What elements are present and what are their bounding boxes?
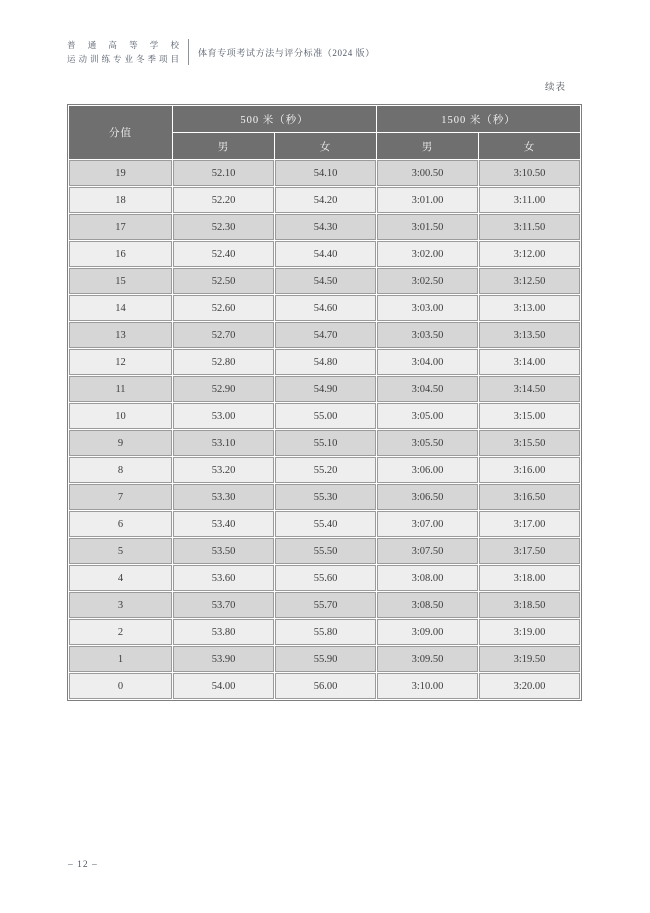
cell-500m-female: 54.70 [275,322,376,348]
cell-500m-male: 52.80 [173,349,274,375]
cell-500m-male: 53.30 [173,484,274,510]
cell-1500m-female: 3:16.50 [479,484,580,510]
cell-1500m-female: 3:17.00 [479,511,580,537]
score-table-body [69,160,580,699]
cell-1500m-male: 3:02.00 [377,241,478,267]
table-row [69,484,580,510]
col-header-500m-female: 女 [275,133,376,159]
cell-500m-female: 55.90 [275,646,376,672]
header-school-line: 普通高等学校 [67,40,179,50]
cell-500m-female: 55.80 [275,619,376,645]
cell-500m-male: 52.30 [173,214,274,240]
cell-500m-male: 53.50 [173,538,274,564]
cell-500m-male: 53.90 [173,646,274,672]
table-header-row-groups [69,106,580,132]
score-cell: 7 [69,484,172,510]
cell-500m-male: 54.00 [173,673,274,699]
cell-500m-female: 54.90 [275,376,376,402]
score-cell: 9 [69,430,172,456]
cell-500m-female: 55.60 [275,565,376,591]
col-header-500m-male: 男 [173,133,274,159]
score-cell: 0 [69,673,172,699]
header-program-line: 运动训练专业冬季项目 [67,54,179,64]
table-row [69,349,580,375]
cell-500m-female: 55.20 [275,457,376,483]
cell-500m-male: 53.10 [173,430,274,456]
cell-1500m-male: 3:01.50 [377,214,478,240]
col-header-1500m-female: 女 [479,133,580,159]
header-divider [188,39,189,65]
cell-1500m-female: 3:13.50 [479,322,580,348]
score-cell: 11 [69,376,172,402]
cell-500m-male: 52.40 [173,241,274,267]
score-cell: 17 [69,214,172,240]
cell-1500m-female: 3:13.00 [479,295,580,321]
cell-1500m-male: 3:08.00 [377,565,478,591]
cell-1500m-female: 3:18.00 [479,565,580,591]
score-cell: 10 [69,403,172,429]
cell-1500m-male: 3:00.50 [377,160,478,186]
table-row [69,430,580,456]
table-row [69,322,580,348]
score-table-head [69,106,580,159]
cell-1500m-female: 3:19.00 [479,619,580,645]
score-cell: 14 [69,295,172,321]
cell-1500m-female: 3:19.50 [479,646,580,672]
cell-500m-male: 52.90 [173,376,274,402]
cell-500m-female: 55.10 [275,430,376,456]
score-cell: 12 [69,349,172,375]
header-doc-title: 体育专项考试方法与评分标准（2024 版） [198,47,375,58]
table-row [69,187,580,213]
cell-1500m-male: 3:06.50 [377,484,478,510]
score-table [68,105,581,700]
cell-500m-female: 55.30 [275,484,376,510]
cell-500m-male: 52.20 [173,187,274,213]
cell-1500m-female: 3:12.50 [479,268,580,294]
cell-1500m-female: 3:10.50 [479,160,580,186]
score-cell: 13 [69,322,172,348]
score-cell: 8 [69,457,172,483]
cell-1500m-male: 3:01.00 [377,187,478,213]
score-cell: 1 [69,646,172,672]
cell-1500m-female: 3:15.00 [479,403,580,429]
cell-1500m-male: 3:05.00 [377,403,478,429]
cell-1500m-female: 3:18.50 [479,592,580,618]
cell-500m-male: 52.10 [173,160,274,186]
score-cell: 2 [69,619,172,645]
cell-1500m-male: 3:04.50 [377,376,478,402]
col-header-1500m-male: 男 [377,133,478,159]
cell-1500m-female: 3:17.50 [479,538,580,564]
cell-500m-male: 52.60 [173,295,274,321]
cell-500m-female: 54.80 [275,349,376,375]
score-cell: 6 [69,511,172,537]
cell-500m-female: 55.50 [275,538,376,564]
cell-500m-male: 52.70 [173,322,274,348]
table-row [69,619,580,645]
cell-1500m-male: 3:10.00 [377,673,478,699]
cell-500m-male: 53.70 [173,592,274,618]
cell-500m-female: 54.60 [275,295,376,321]
score-cell: 16 [69,241,172,267]
cell-1500m-male: 3:06.00 [377,457,478,483]
score-cell: 18 [69,187,172,213]
cell-500m-female: 55.40 [275,511,376,537]
table-row [69,457,580,483]
cell-1500m-female: 3:11.00 [479,187,580,213]
cell-1500m-female: 3:14.00 [479,349,580,375]
cell-1500m-male: 3:05.50 [377,430,478,456]
cell-1500m-male: 3:03.00 [377,295,478,321]
cell-500m-female: 54.30 [275,214,376,240]
table-row [69,268,580,294]
cell-1500m-male: 3:08.50 [377,592,478,618]
cell-1500m-male: 3:09.50 [377,646,478,672]
cell-1500m-female: 3:16.00 [479,457,580,483]
cell-500m-male: 53.40 [173,511,274,537]
cell-1500m-male: 3:07.00 [377,511,478,537]
score-table-wrapper [67,104,582,701]
table-row [69,295,580,321]
cell-1500m-female: 3:12.00 [479,241,580,267]
score-column-header: 分值 [69,106,172,159]
cell-1500m-male: 3:07.50 [377,538,478,564]
page-footer [68,860,98,870]
cell-1500m-female: 3:20.00 [479,673,580,699]
cell-500m-female: 55.70 [275,592,376,618]
table-row [69,565,580,591]
cell-500m-male: 53.20 [173,457,274,483]
cell-1500m-male: 3:04.00 [377,349,478,375]
table-row [69,673,580,699]
cell-500m-male: 52.50 [173,268,274,294]
score-cell: 19 [69,160,172,186]
cell-500m-female: 54.10 [275,160,376,186]
cell-1500m-male: 3:03.50 [377,322,478,348]
table-row [69,511,580,537]
page-number: – 12 – [68,860,98,870]
header-left-block [67,38,179,66]
table-row [69,241,580,267]
cell-500m-female: 54.20 [275,187,376,213]
continued-table-note: 续表 [544,83,566,93]
table-row [69,214,580,240]
score-cell: 5 [69,538,172,564]
cell-500m-male: 53.80 [173,619,274,645]
table-row [69,376,580,402]
score-cell: 4 [69,565,172,591]
cell-500m-female: 54.40 [275,241,376,267]
table-row [69,646,580,672]
group-header-500m: 500 米（秒） [173,106,376,132]
page-header [67,38,375,66]
group-header-1500m: 1500 米（秒） [377,106,580,132]
score-cell: 3 [69,592,172,618]
cell-1500m-female: 3:11.50 [479,214,580,240]
cell-1500m-female: 3:15.50 [479,430,580,456]
cell-500m-female: 54.50 [275,268,376,294]
table-row [69,403,580,429]
cell-500m-female: 56.00 [275,673,376,699]
cell-500m-female: 55.00 [275,403,376,429]
table-row [69,160,580,186]
cell-1500m-female: 3:14.50 [479,376,580,402]
table-row [69,592,580,618]
cell-1500m-male: 3:09.00 [377,619,478,645]
table-row [69,538,580,564]
score-cell: 15 [69,268,172,294]
cell-500m-male: 53.00 [173,403,274,429]
cell-500m-male: 53.60 [173,565,274,591]
cell-1500m-male: 3:02.50 [377,268,478,294]
